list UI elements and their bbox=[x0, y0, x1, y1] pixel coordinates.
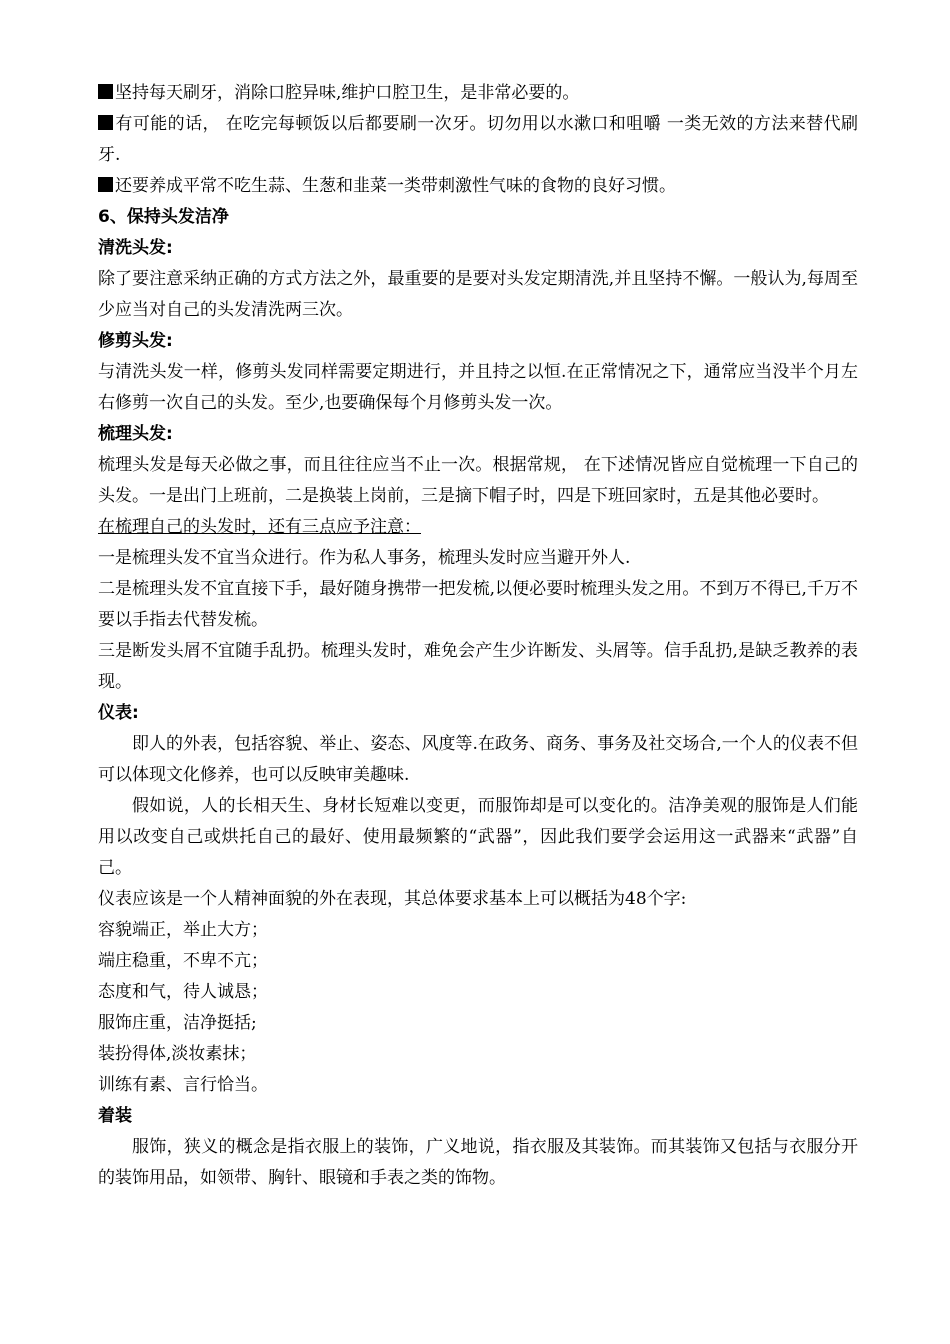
document-page bbox=[98, 78, 858, 1194]
subheading: 着装 bbox=[98, 1106, 132, 1126]
square-bullet-icon bbox=[98, 115, 113, 130]
paragraph: 三是断发头屑不宜随手乱扔。梳理头发时，难免会产生少许断发、头屑等。信手乱扔,是缺乏教养的表现。 bbox=[98, 641, 858, 692]
square-bullet-icon bbox=[98, 84, 113, 99]
square-bullet-icon bbox=[98, 177, 113, 192]
note-line: 在梳理自己的头发时，还有三点应予注意： bbox=[98, 517, 421, 537]
section-title: 6、保持头发洁净 bbox=[98, 207, 229, 227]
list-item: 容貌端正，举止大方； bbox=[98, 920, 268, 940]
subheading: 修剪头发: bbox=[98, 331, 173, 351]
bullet-item: 坚持每天刷牙，消除口腔异味,维护口腔卫生，是非常必要的。 bbox=[98, 78, 858, 109]
list-item: 训练有素、言行恰当。 bbox=[98, 1075, 268, 1095]
paragraph: 假如说，人的长相天生、身材长短难以变更，而服饰却是可以变化的。洁净美观的服饰是人们能用以改变自己或烘托自己的最好、使用最频繁的“武器”，因此我们要学会运用这一武器来“武器”自己。 bbox=[98, 796, 858, 878]
paragraph: 即人的外表，包括容貌、举止、姿态、风度等.在政务、商务、事务及社交场合,一个人的仪表不但可以体现文化修养，也可以反映审美趣味. bbox=[98, 734, 858, 785]
subheading: 仪表: bbox=[98, 703, 139, 723]
bullet-item: 还要养成平常不吃生蒜、生葱和韭菜一类带刺激性气味的食物的良好习惯。 bbox=[98, 171, 858, 202]
subheading: 清洗头发: bbox=[98, 238, 173, 258]
paragraph: 服饰，狭义的概念是指衣服上的装饰，广义地说，指衣服及其装饰。而其装饰又包括与衣服分开的装饰用品，如领带、胸针、眼镜和手表之类的饰物。 bbox=[98, 1137, 858, 1188]
subheading: 梳理头发: bbox=[98, 424, 173, 444]
bullet-item: 有可能的话， 在吃完每顿饭以后都要刷一次牙。切勿用以水漱口和咀嚼 一类无效的方法来替代刷牙. bbox=[98, 114, 858, 165]
paragraph: 除了要注意采纳正确的方式方法之外，最重要的是要对头发定期清洗,并且坚持不懈。一般认为,每周至少应当对自己的头发清洗两三次。 bbox=[98, 269, 858, 320]
list-item: 服饰庄重，洁净挺括; bbox=[98, 1013, 257, 1033]
paragraph: 与清洗头发一样，修剪头发同样需要定期进行，并且持之以恒.在正常情况之下，通常应当没半个月左右修剪一次自己的头发。至少,也要确保每个月修剪头发一次。 bbox=[98, 362, 858, 413]
paragraph: 一是梳理头发不宜当众进行。作为私人事务，梳理头发时应当避开外人. bbox=[98, 548, 631, 568]
list-item: 态度和气，待人诚恳； bbox=[98, 982, 268, 1002]
paragraph: 二是梳理头发不宜直接下手，最好随身携带一把发梳,以便必要时梳理头发之用。不到万不得已,千万不要以手指去代替发梳。 bbox=[98, 579, 858, 630]
paragraph: 梳理头发是每天必做之事，而且往往应当不止一次。根据常规， 在下述情况皆应自觉梳理一下自己的头发。一是出门上班前，二是换装上岗前，三是摘下帽子时，四是下班回家时，五是其他必要时。 bbox=[98, 455, 858, 506]
list-item: 端庄稳重，不卑不亢； bbox=[98, 951, 268, 971]
list-item: 装扮得体,淡妆素抹； bbox=[98, 1044, 257, 1064]
paragraph: 仪表应该是一个人精神面貌的外在表现，其总体要求基本上可以概括为48个字: bbox=[98, 889, 687, 909]
